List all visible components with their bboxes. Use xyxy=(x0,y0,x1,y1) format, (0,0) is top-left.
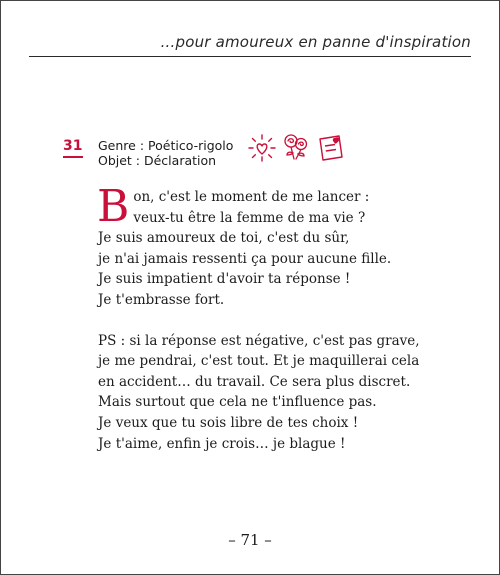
ps-line: en accident… du travail. Ce sera plus discret. xyxy=(98,373,411,390)
ps-line: Mais surtout que cela ne t'influence pas. xyxy=(98,394,377,411)
entry-number-underline xyxy=(63,156,83,158)
poem-line: on, c'est le moment de me lancer : xyxy=(133,189,370,205)
love-letter-icon xyxy=(317,133,345,163)
stanza-gap xyxy=(98,311,420,331)
entry-number: 31 xyxy=(63,138,83,154)
rose-icon xyxy=(281,131,311,163)
ps-line: je me pendrai, c'est tout. Et je maquillerai cela xyxy=(98,353,420,370)
objet-line: Objet : Déclaration xyxy=(98,153,217,168)
header-rule xyxy=(29,56,471,57)
drop-cap: B xyxy=(97,181,130,232)
ps-line: PS : si la réponse est négative, c'est pas grave, xyxy=(98,332,420,349)
poem-line: veux-tu être la femme de ma vie ? xyxy=(133,209,366,226)
genre-line: Genre : Poético-rigolo xyxy=(98,138,234,153)
icon-row xyxy=(247,129,347,165)
running-head: ...pour amoureux en panne d'inspiration xyxy=(160,33,471,51)
entry-meta xyxy=(98,138,233,168)
sun-heart-icon xyxy=(247,133,277,163)
poem-line: Je t'embrasse fort. xyxy=(98,291,225,308)
poem xyxy=(97,181,420,454)
poem-line: Je suis impatient d'avoir ta réponse ! xyxy=(98,271,351,288)
ps-line: Je veux que tu sois libre de tes choix ! xyxy=(98,414,359,431)
poem-line: je n'ai jamais ressenti ça pour aucune fille. xyxy=(98,250,392,267)
page-number: – 71 – xyxy=(228,531,272,549)
poem-line: Je suis amoureux de toi, c'est du sûr, xyxy=(98,230,350,247)
ps-line: Je t'aime, enfin je crois… je blague ! xyxy=(98,435,346,452)
